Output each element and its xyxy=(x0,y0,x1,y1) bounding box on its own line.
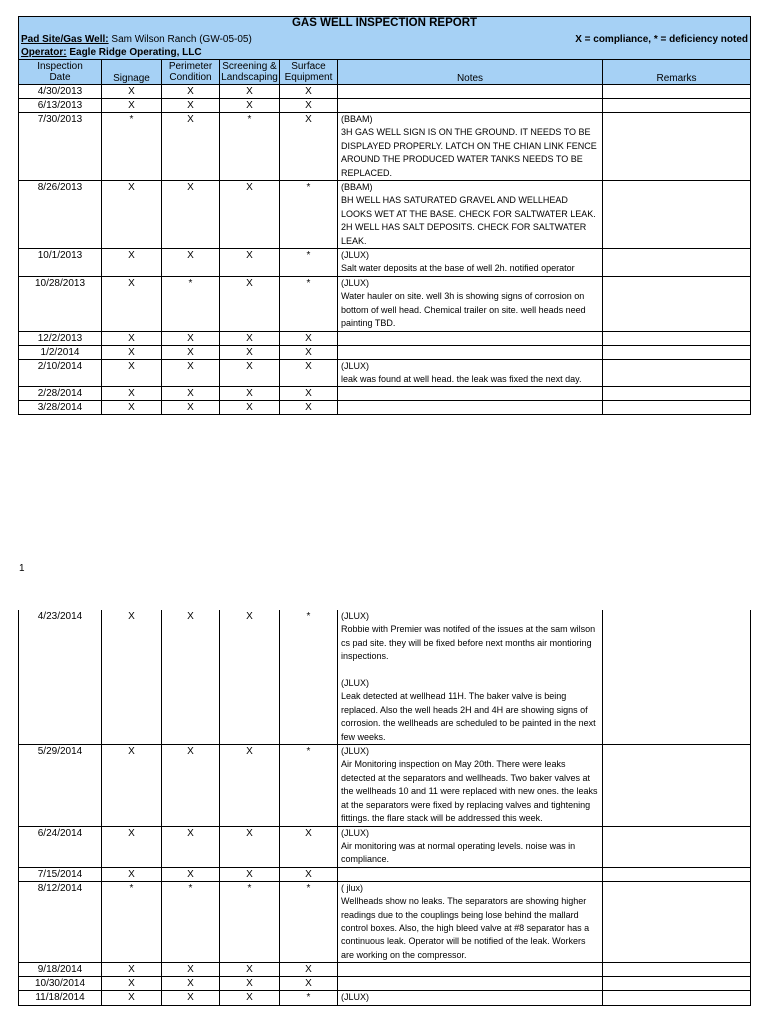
rows-page-2 xyxy=(19,610,751,1005)
perimeter-mark: X xyxy=(162,826,220,867)
perimeter-mark: * xyxy=(162,276,220,331)
inspection-date: 2/28/2014 xyxy=(19,387,102,401)
notes-cell xyxy=(338,345,603,359)
signage-mark: X xyxy=(102,387,162,401)
col-header-remarks: Remarks xyxy=(603,60,751,85)
inspection-date: 4/23/2014 xyxy=(19,610,102,745)
surface-mark: X xyxy=(280,113,338,181)
col-header-screening: Screening & Landscaping xyxy=(221,60,278,83)
inspection-date: 8/26/2013 xyxy=(19,181,102,249)
signage-mark: X xyxy=(102,331,162,345)
perimeter-mark: X xyxy=(162,745,220,826)
notes-cell: ( jlux) Wellheads show no leaks. The separators are showing higher readings due to the couplings being lose behind the mallard control boxes. Also, the high bleed valve at #8 separator has a continuous leak. Operator will be notified of the leak. Workers are working on the compressor. xyxy=(338,881,603,962)
surface-mark: X xyxy=(280,331,338,345)
remarks-cell xyxy=(603,345,751,359)
remarks-cell xyxy=(603,85,751,99)
signage-mark: X xyxy=(102,745,162,826)
screening-mark: X xyxy=(220,977,280,991)
table-row xyxy=(19,826,751,867)
surface-mark: X xyxy=(280,85,338,99)
signage-mark: X xyxy=(102,276,162,331)
surface-mark: X xyxy=(280,387,338,401)
perimeter-mark: X xyxy=(162,963,220,977)
remarks-cell xyxy=(603,359,751,387)
notes-cell: (JLUX) Salt water deposits at the base of well 2h. notified operator xyxy=(338,249,603,277)
signage-mark: X xyxy=(102,249,162,277)
notes-cell: (BBAM) 3H GAS WELL SIGN IS ON THE GROUND. IT NEEDS TO BE DISPLAYED PROPERLY. LATCH ON THE CHIAN LINK FENCE AROUND THE PRODUCED WATER TANKS NEEDS TO BE REPLACED. xyxy=(338,113,603,181)
screening-mark: X xyxy=(220,610,280,745)
pad-site-label: Pad Site/Gas Well: xyxy=(21,34,109,45)
screening-mark: X xyxy=(220,181,280,249)
page-number: 1 xyxy=(19,563,25,574)
inspection-date: 10/1/2013 xyxy=(19,249,102,277)
surface-mark: * xyxy=(280,610,338,745)
inspection-date: 8/12/2014 xyxy=(19,881,102,962)
remarks-cell xyxy=(603,401,751,415)
remarks-cell xyxy=(603,331,751,345)
table-row xyxy=(19,99,751,113)
remarks-cell xyxy=(603,977,751,991)
perimeter-mark: * xyxy=(162,881,220,962)
col-header-surface: Surface Equipment xyxy=(280,60,338,85)
perimeter-mark: X xyxy=(162,867,220,881)
screening-mark: * xyxy=(220,881,280,962)
signage-mark: X xyxy=(102,963,162,977)
col-header-signage: Signage xyxy=(102,60,162,85)
col-header-perimeter: Perimeter Condition xyxy=(162,60,220,85)
notes-cell: (JLUX) Robbie with Premier was notifed of the issues at the sam wilson cs pad site. they will be fixed before next months air montioring inspections. (JLUX) Leak detected at wellhead 11H. The baker valve is being replaced. Also the well heads 2H and 4H are showing signs of corrosion. the wellheads are scheduled to be painted in the next few weeks. xyxy=(338,610,603,745)
col-header-date: Inspection Date xyxy=(19,60,102,85)
screening-mark: X xyxy=(220,745,280,826)
surface-mark: * xyxy=(280,276,338,331)
surface-mark: X xyxy=(280,345,338,359)
screening-mark: X xyxy=(220,249,280,277)
notes-cell: (JLUX) Air monitoring was at normal operating levels. noise was in compliance. xyxy=(338,826,603,867)
perimeter-mark: X xyxy=(162,113,220,181)
inspection-date: 2/10/2014 xyxy=(19,359,102,387)
inspection-date: 6/24/2014 xyxy=(19,826,102,867)
perimeter-mark: X xyxy=(162,99,220,113)
remarks-cell xyxy=(603,181,751,249)
col-header-notes: Notes xyxy=(338,60,603,85)
table-row xyxy=(19,610,751,745)
perimeter-mark: X xyxy=(162,991,220,1005)
surface-mark: X xyxy=(280,359,338,387)
screening-mark: X xyxy=(220,276,280,331)
inspection-date: 7/30/2013 xyxy=(19,113,102,181)
inspection-table-page-2 xyxy=(18,610,751,1006)
surface-mark: X xyxy=(280,826,338,867)
remarks-cell xyxy=(603,826,751,867)
table-row xyxy=(19,249,751,277)
screening-mark: X xyxy=(220,331,280,345)
surface-mark: * xyxy=(280,181,338,249)
notes-cell: (JLUX) Air Monitoring inspection on May 20th. There were leaks detected at the separators and wellheads. Two baker valves at the wellheads 10 and 11 were replaced with new ones. the leaks at the separators were fixed by replacing valves and tightening fittings. the flare stack will be addressed this week. xyxy=(338,745,603,826)
notes-cell: (JLUX) Water hauler on site. well 3h is showing signs of corrosion on bottom of well head. Chemical trailer on site. well heads need painting TBD. xyxy=(338,276,603,331)
signage-mark: X xyxy=(102,359,162,387)
signage-mark: X xyxy=(102,991,162,1005)
table-row xyxy=(19,401,751,415)
surface-mark: * xyxy=(280,745,338,826)
table-row xyxy=(19,977,751,991)
notes-cell: (BBAM) BH WELL HAS SATURATED GRAVEL AND WELLHEAD LOOKS WET AT THE BASE. CHECK FOR SALTWATER LEAK. 2H WELL HAS SALT DEPOSITS. CHECK FOR SALTWATER LEAK. xyxy=(338,181,603,249)
inspection-date: 5/29/2014 xyxy=(19,745,102,826)
table-row xyxy=(19,85,751,99)
perimeter-mark: X xyxy=(162,331,220,345)
screening-mark: X xyxy=(220,826,280,867)
inspection-date: 6/13/2013 xyxy=(19,99,102,113)
inspection-date: 11/18/2014 xyxy=(19,991,102,1005)
table-row xyxy=(19,113,751,181)
signage-mark: X xyxy=(102,181,162,249)
remarks-cell xyxy=(603,867,751,881)
signage-mark: X xyxy=(102,401,162,415)
table-row xyxy=(19,867,751,881)
notes-cell: (JLUX) xyxy=(338,991,603,1005)
remarks-cell xyxy=(603,610,751,745)
table-row xyxy=(19,745,751,826)
notes-cell xyxy=(338,85,603,99)
inspection-date: 7/15/2014 xyxy=(19,867,102,881)
signage-mark: X xyxy=(102,867,162,881)
surface-mark: X xyxy=(280,977,338,991)
remarks-cell xyxy=(603,991,751,1005)
notes-cell xyxy=(338,401,603,415)
inspection-date: 3/28/2014 xyxy=(19,401,102,415)
surface-mark: X xyxy=(280,401,338,415)
surface-mark: X xyxy=(280,867,338,881)
perimeter-mark: X xyxy=(162,401,220,415)
signage-mark: X xyxy=(102,826,162,867)
perimeter-mark: X xyxy=(162,345,220,359)
inspection-date: 10/30/2014 xyxy=(19,977,102,991)
notes-cell xyxy=(338,963,603,977)
notes-cell xyxy=(338,99,603,113)
signage-mark: * xyxy=(102,113,162,181)
perimeter-mark: X xyxy=(162,85,220,99)
notes-cell xyxy=(338,977,603,991)
screening-mark: X xyxy=(220,99,280,113)
signage-mark: X xyxy=(102,977,162,991)
notes-cell: (JLUX) leak was found at well head. the leak was fixed the next day. xyxy=(338,359,603,387)
remarks-cell xyxy=(603,276,751,331)
operator-label: Operator: xyxy=(21,47,67,58)
inspection-table-page-1 xyxy=(18,16,751,415)
notes-cell xyxy=(338,867,603,881)
remarks-cell xyxy=(603,113,751,181)
pad-site-value: Sam Wilson Ranch (GW-05-05) xyxy=(108,34,252,45)
table-row xyxy=(19,331,751,345)
table-row xyxy=(19,991,751,1005)
table-row xyxy=(19,387,751,401)
table-row xyxy=(19,181,751,249)
perimeter-mark: X xyxy=(162,387,220,401)
screening-mark: X xyxy=(220,345,280,359)
table-row xyxy=(19,345,751,359)
inspection-date: 10/28/2013 xyxy=(19,276,102,331)
surface-mark: X xyxy=(280,963,338,977)
notes-cell xyxy=(338,331,603,345)
remarks-cell xyxy=(603,249,751,277)
surface-mark: * xyxy=(280,881,338,962)
screening-mark: X xyxy=(220,867,280,881)
table-row xyxy=(19,881,751,962)
inspection-date: 9/18/2014 xyxy=(19,963,102,977)
surface-mark: * xyxy=(280,249,338,277)
rows-page-1 xyxy=(19,85,751,415)
remarks-cell xyxy=(603,99,751,113)
remarks-cell xyxy=(603,387,751,401)
table-row xyxy=(19,359,751,387)
report-title: GAS WELL INSPECTION REPORT xyxy=(19,17,751,34)
signage-mark: X xyxy=(102,85,162,99)
operator-value: Eagle Ridge Operating, LLC xyxy=(66,47,202,58)
signage-mark: X xyxy=(102,610,162,745)
notes-cell xyxy=(338,387,603,401)
signage-mark: * xyxy=(102,881,162,962)
perimeter-mark: X xyxy=(162,977,220,991)
perimeter-mark: X xyxy=(162,359,220,387)
screening-mark: X xyxy=(220,85,280,99)
perimeter-mark: X xyxy=(162,249,220,277)
perimeter-mark: X xyxy=(162,610,220,745)
screening-mark: X xyxy=(220,359,280,387)
table-row xyxy=(19,276,751,331)
inspection-date: 12/2/2013 xyxy=(19,331,102,345)
surface-mark: X xyxy=(280,99,338,113)
screening-mark: X xyxy=(220,963,280,977)
remarks-cell xyxy=(603,963,751,977)
remarks-cell xyxy=(603,881,751,962)
legend: X = compliance, * = deficiency noted xyxy=(338,33,751,46)
screening-mark: X xyxy=(220,387,280,401)
inspection-date: 1/2/2014 xyxy=(19,345,102,359)
remarks-cell xyxy=(603,745,751,826)
signage-mark: X xyxy=(102,99,162,113)
screening-mark: X xyxy=(220,991,280,1005)
pad-site-line xyxy=(19,33,338,46)
inspection-date: 4/30/2013 xyxy=(19,85,102,99)
table-row xyxy=(19,963,751,977)
operator-line xyxy=(19,46,751,60)
screening-mark: X xyxy=(220,401,280,415)
screening-mark: * xyxy=(220,113,280,181)
surface-mark: * xyxy=(280,991,338,1005)
perimeter-mark: X xyxy=(162,181,220,249)
signage-mark: X xyxy=(102,345,162,359)
